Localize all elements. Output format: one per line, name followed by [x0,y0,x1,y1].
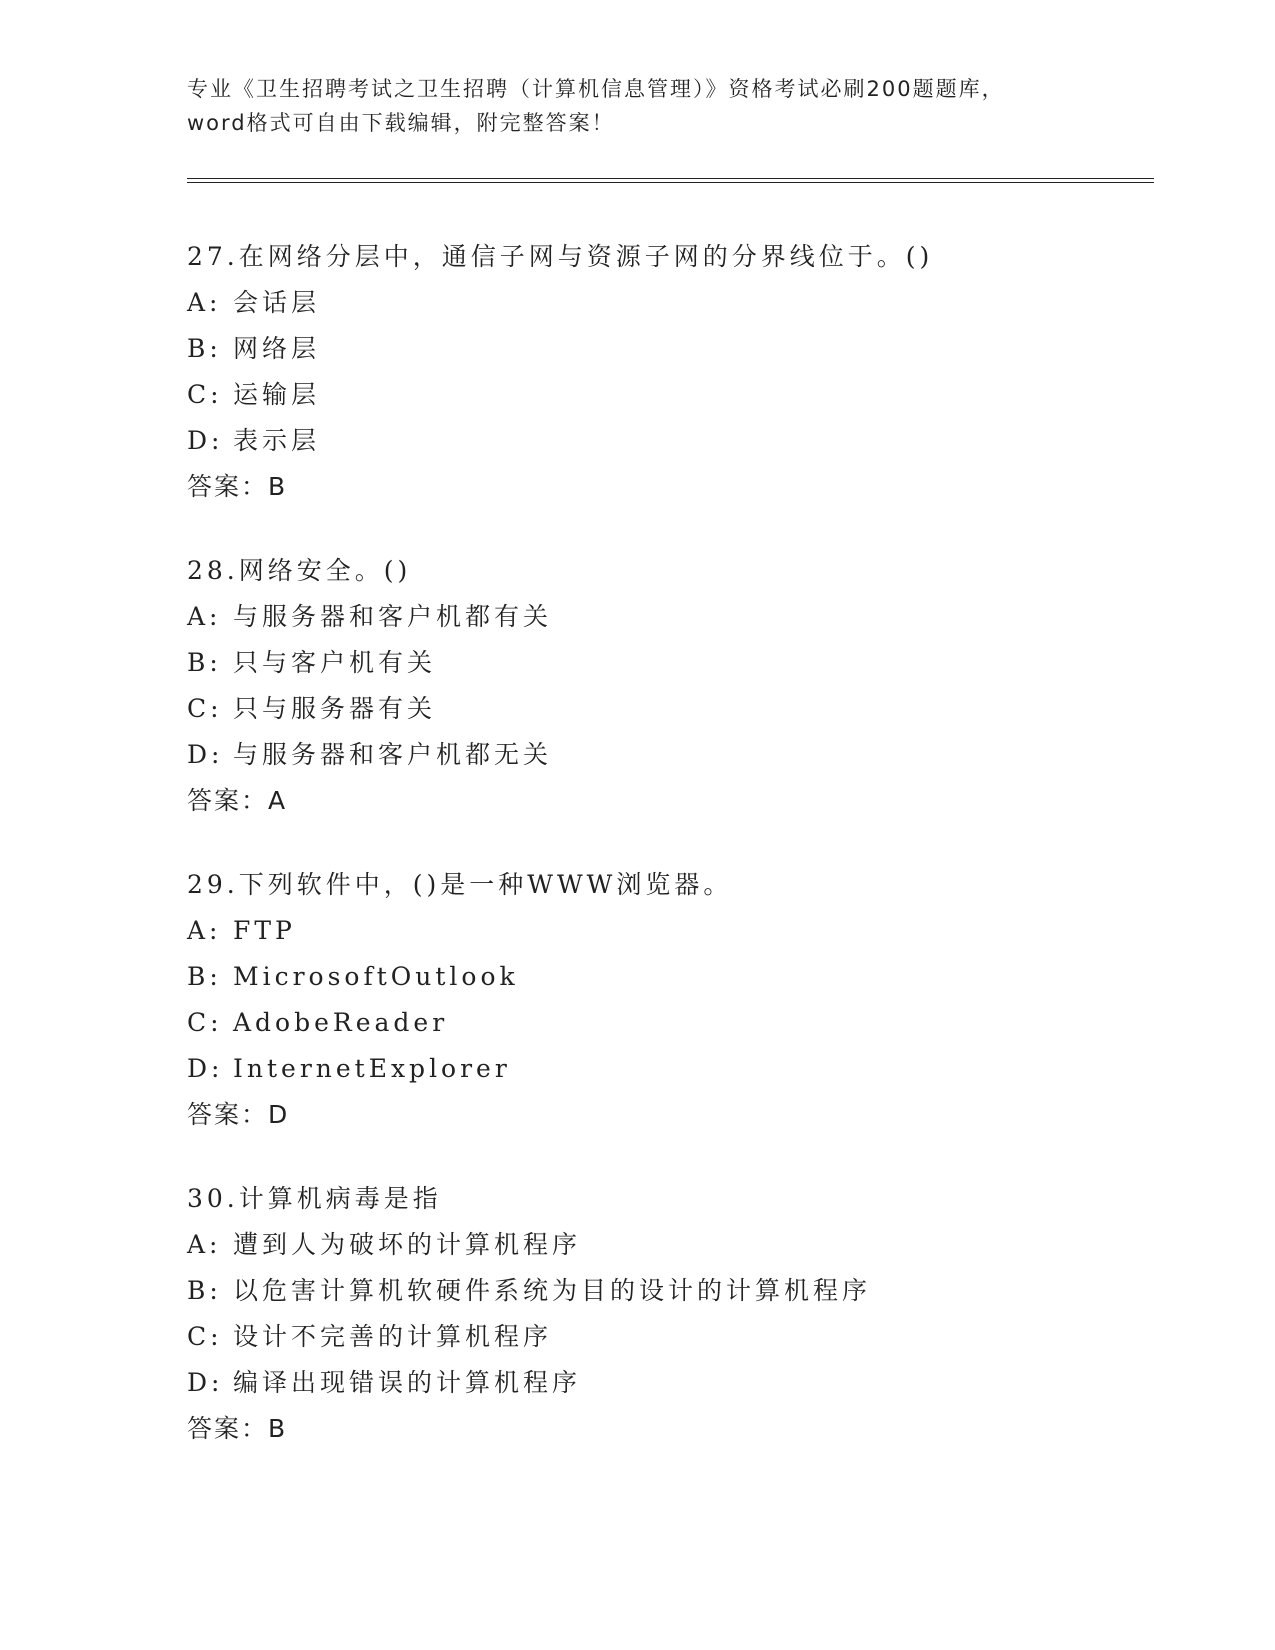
question-stem: 30.计算机病毒是指 [187,1184,442,1213]
option-text: 与服务器和客户机都无关 [233,740,553,769]
option-a [187,594,1147,640]
option-letter: C: [187,1008,223,1037]
option-letter: C: [187,380,223,409]
option-d [187,1360,1147,1406]
option-text: 会话层 [233,288,321,317]
option-text: 遭到人为破坏的计算机程序 [233,1230,582,1259]
option-d [187,1046,1147,1092]
option-b [187,326,1147,372]
option-b [187,640,1147,686]
option-text: InternetExplorer [233,1054,511,1083]
answer-text: 答案：B [187,1414,288,1443]
option-text: 编译出现错误的计算机程序 [233,1368,582,1397]
option-text: 运输层 [233,380,321,409]
header-title-line-1: 专业《卫生招聘考试之卫生招聘（计算机信息管理）》资格考试必刷200题题库， [187,77,1005,101]
option-letter: A: [187,916,222,945]
option-text: 网络层 [233,334,321,363]
option-text: MicrosoftOutlook [233,962,519,991]
option-text: 只与客户机有关 [233,648,437,677]
header-title-line-2: word格式可自由下载编辑，附完整答案！ [187,111,615,135]
option-letter: D: [187,1368,224,1397]
option-a [187,908,1147,954]
option-letter: A: [187,602,222,631]
question-27 [187,234,1147,510]
option-b [187,1268,1147,1314]
option-text: 设计不完善的计算机程序 [233,1322,553,1351]
option-letter: C: [187,694,223,723]
option-letter: B: [187,1276,222,1305]
question-28 [187,548,1147,824]
option-text: 只与服务器有关 [233,694,437,723]
question-30 [187,1176,1147,1452]
option-d [187,732,1147,778]
option-letter: B: [187,334,222,363]
option-a [187,1222,1147,1268]
option-letter: D: [187,426,224,455]
header-divider-top [187,178,1154,179]
option-a [187,280,1147,326]
option-letter: B: [187,648,222,677]
question-29 [187,862,1147,1138]
option-text: AdobeReader [233,1008,449,1037]
option-letter: A: [187,288,222,317]
answer-text: 答案：A [187,786,288,815]
option-text: 以危害计算机软硬件系统为目的设计的计算机程序 [233,1276,872,1305]
document-header [187,72,1087,140]
option-letter: B: [187,962,222,991]
option-text: 表示层 [233,426,321,455]
option-text: FTP [233,916,296,945]
header-divider-bottom [187,182,1154,183]
option-c [187,1000,1147,1046]
option-c [187,372,1147,418]
question-stem: 27.在网络分层中，通信子网与资源子网的分界线位于。() [187,242,934,271]
option-letter: D: [187,1054,224,1083]
option-text: 与服务器和客户机都有关 [233,602,553,631]
question-list [187,234,1147,1490]
question-stem: 29.下列软件中，()是一种WWW浏览器。 [187,870,733,899]
option-d [187,418,1147,464]
option-letter: A: [187,1230,222,1259]
option-letter: C: [187,1322,223,1351]
question-stem: 28.网络安全。() [187,556,412,585]
option-b [187,954,1147,1000]
option-c [187,1314,1147,1360]
answer-text: 答案：D [187,1100,290,1129]
option-letter: D: [187,740,224,769]
option-c [187,686,1147,732]
answer-text: 答案：B [187,472,288,501]
